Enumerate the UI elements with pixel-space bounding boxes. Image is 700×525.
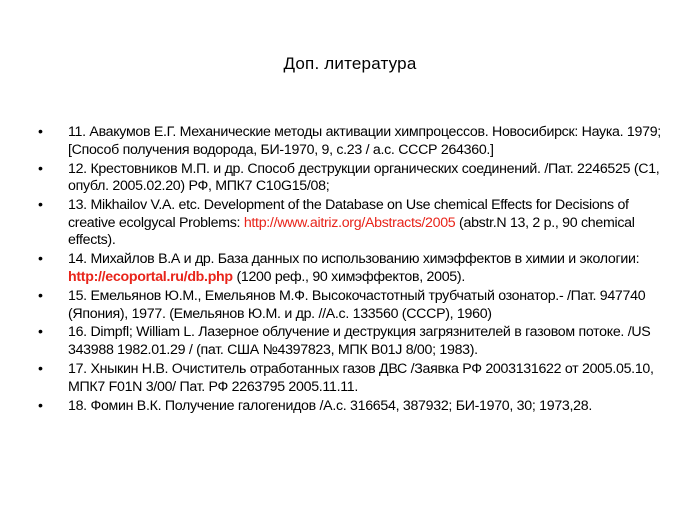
reference-item (38, 251, 664, 286)
bullet-icon: • (38, 197, 43, 214)
reference-text: 15. Емельянов Ю.М., Емельянов М.Ф. Высокочастотный трубчатый озонатор.- /Пат. 947740 (Япония), 1977. (Емельянов Ю.М. и др. //А.с. 133560 (СССР), 1960) (68, 287, 646, 322)
reference-link-aitriz[interactable]: http://www.aitriz.org/Abstracts/2005 (243, 214, 456, 231)
reference-item (38, 361, 664, 396)
reference-text: 11. Авакумов Е.Г. Механические методы активации химпроцессов. Новосибирск: Наука. 1979; [Способ получения водорода, БИ-1970, 9, с.23 / а.с. СССР 264360.] (68, 124, 661, 158)
bullet-icon: • (38, 287, 43, 304)
bullet-icon: • (38, 397, 43, 414)
reference-text: 18. Фомин В.К. Получение галогенидов /А.с. 316654, 387932; БИ-1970, 30; 1973,28. (68, 397, 592, 414)
reference-text: 12. Крестовников М.П. и др. Способ деструкции органических соединений. /Пат. 2246525 (С1, опубл. 2005.02.20) РФ, МПК7 C10G15/08; (68, 160, 660, 195)
reference-list (38, 124, 664, 417)
reference-text-tail: (abstr.N 13, 2 p., 90 chemical effects). (68, 214, 635, 249)
reference-item (38, 398, 664, 416)
reference-item (38, 288, 664, 323)
reference-item (38, 324, 664, 359)
bullet-icon: • (38, 160, 43, 177)
reference-item (38, 197, 664, 250)
reference-item (38, 124, 664, 159)
reference-text: 14. Михайлов В.А и др. База данных по использованию химэффектов в химии и экологии: (68, 251, 640, 268)
bullet-icon: • (38, 361, 43, 378)
reference-text: 17. Хныкин Н.В. Очиститель отработанных газов ДВС /Заявка РФ 2003131622 от 2005.05.10, МПК7 F01N 3/00/ Пат. РФ 2263795 2005.11.11. (68, 361, 654, 395)
reference-text: 16. Dimpfl; William L. Лазерное облучение и деструкция загрязнителей в газовом потоке. /US 343988 1982.01.29 / (пат. США №4397823, МПК B01J 8/00; 1983). (68, 324, 651, 359)
reference-link-ecoportal[interactable]: http://ecoportal.ru/db.php (68, 268, 233, 285)
bullet-icon: • (38, 124, 43, 140)
bullet-icon: • (38, 251, 43, 268)
reference-item (38, 161, 664, 196)
bullet-icon: • (38, 324, 43, 341)
reference-text-tail: (1200 реф., 90 химэффектов, 2005). (232, 268, 465, 285)
slide-title: Доп. литература (283, 54, 417, 73)
reference-text: 13. Mikhailov V.A. etc. Development of the Database on Use chemical Effects for Decisions of creative ecolgycal Problems: (68, 197, 629, 231)
